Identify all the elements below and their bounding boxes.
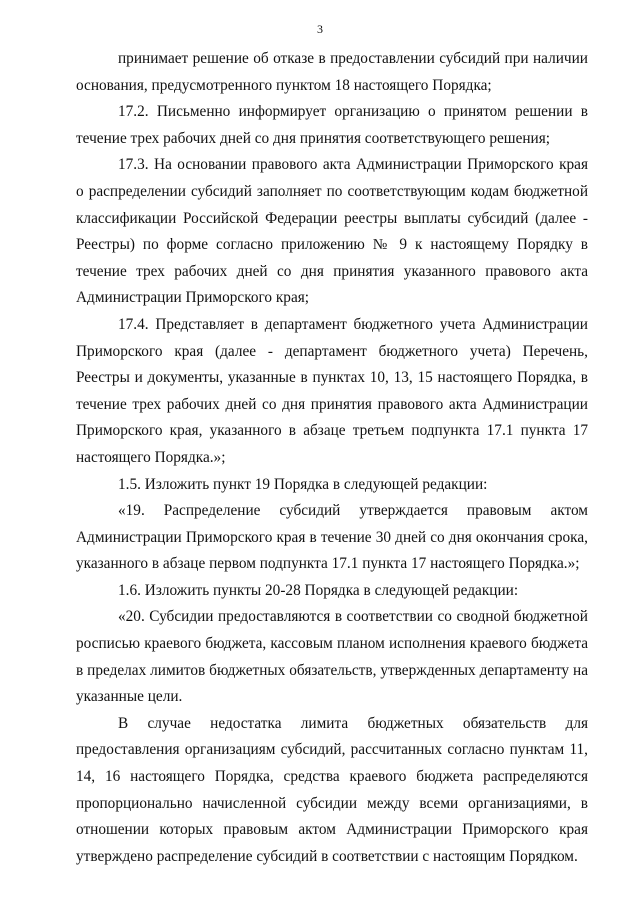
paragraph: «20. Субсидии предоставляются в соответствии со сводной бюджетной росписью краевого бюджета, кассовым планом исполнения краевого бюджета в пределах лимитов бюджетных обязательств, утвержденных департаменту на указанные цели. bbox=[76, 608, 588, 706]
document-body bbox=[76, 46, 588, 870]
paragraph: «19. Распределение субсидий утверждается правовым актом Администрации Приморского края в течение 30 дней со дня окончания срока, указанного в абзаце первом подпункта 17.1 пункта 17 настоящего Порядка.»; bbox=[76, 502, 588, 573]
paragraph: В случае недостатка лимита бюджетных обязательств для предоставления организациям субсидий, рассчитанных согласно пунктам 11, 14, 16 настоящего Порядка, средства краевого бюджета распределяются пропорционально начисленной субсидии между всеми организациями, в отношении которых правовым актом Администрации Приморского края утверждено распределение субсидий в соответствии с настоящим Порядком. bbox=[76, 714, 588, 865]
page-number: 3 bbox=[317, 22, 323, 36]
paragraph: 1.6. Изложить пункты 20-28 Порядка в следующей редакции: bbox=[118, 581, 519, 599]
paragraph: принимает решение об отказе в предоставлении субсидий при наличии основания, предусмотренного пунктом 18 настоящего Порядка; bbox=[76, 50, 588, 94]
paragraph: 17.2. Письменно информирует организацию о принятом решении в течение трех рабочих дней со дня принятия соответствующего решения; bbox=[76, 103, 588, 147]
paragraph: 17.4. Представляет в департамент бюджетного учета Администрации Приморского края (далее - департамент бюджетного учета) Перечень, Реестры и документы, указанные в пунктах 10, 13, 15 настоящего Порядка, в течение трех рабочих дней со дня принятия правового акта Администрации Приморского края, указанного в абзаце третьем подпункта 17.1 пункта 17 настоящего Порядка.»; bbox=[76, 315, 588, 466]
paragraph: 1.5. Изложить пункт 19 Порядка в следующей редакции: bbox=[118, 475, 488, 493]
paragraph: 17.3. На основании правового акта Администрации Приморского края о распределении субсидий заполняет по соответствующим кодам бюджетной классификации Российской Федерации реестры выплаты субсидий (далее - Реестры) по форме согласно приложению № 9 к настоящему Порядку в течение трех рабочих дней со дня принятия указанного правового акта Администрации Приморского края; bbox=[76, 156, 588, 307]
